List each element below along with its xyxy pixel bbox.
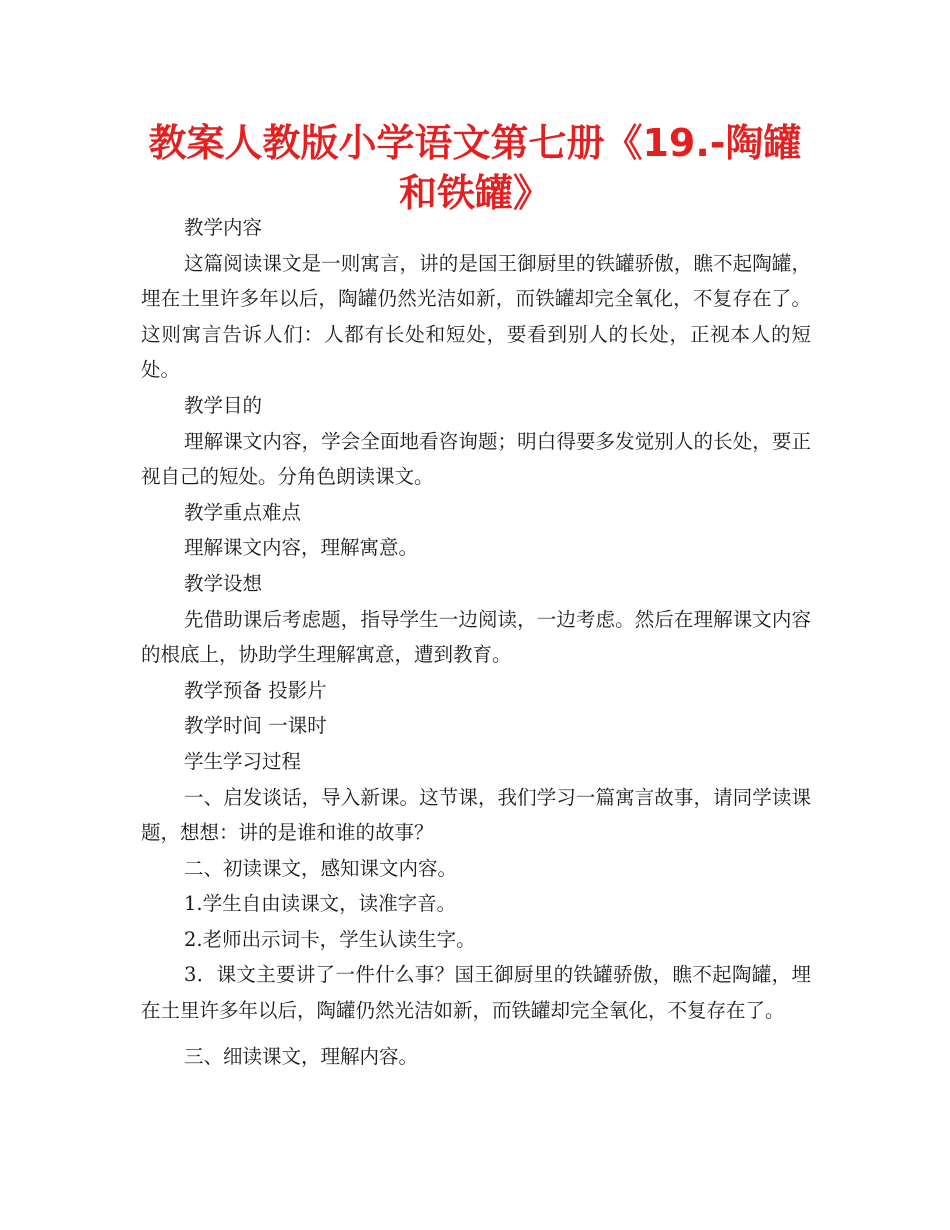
document-title: 教案人教版小学语文第七册《19.-陶罐和铁罐》 — [148, 121, 802, 215]
section-heading: 教学重点难点 — [184, 500, 302, 524]
section-heading: 教学内容 — [184, 216, 263, 239]
paragraph: 这篇阅读课文是一则寓言，讲的是国王御厨里的铁罐骄傲，瞧不起陶罐，埋在土里许多年以后，陶罐仍然光洁如新，而铁罐却完全氧化，不复存在了。这则寓言告诉人们：人都有长处和短处，要看到别人的长处，正视本人的短处。 — [141, 251, 811, 382]
paragraph: 先借助课后考虑题，指导学生一边阅读，一边考虑。然后在理解课文内容的根底上，协助学生理解寓意，遭到教育。 — [141, 607, 811, 667]
section-heading: 学生学习过程 — [184, 749, 302, 773]
list-item: 1.学生自由读课文，读准字音。 — [184, 892, 457, 916]
paragraph: 教学时间 一课时 — [184, 714, 327, 738]
document-body — [141, 210, 811, 1074]
list-item: 2.老师出示词卡，学生认读生字。 — [184, 927, 476, 951]
section-heading: 教学目的 — [184, 393, 263, 417]
paragraph: 理解课文内容，学会全面地看咨询题；明白得要多发觉别人的长处，要正视自己的短处。分角色朗读课文。 — [141, 429, 811, 489]
paragraph: 一、启发谈话，导入新课。这节课，我们学习一篇寓言故事，请同学读课题，想想：讲的是谁和谁的故事？ — [141, 785, 811, 845]
paragraph: 教学预备 投影片 — [184, 678, 327, 702]
paragraph: 二、初读课文，感知课文内容。 — [184, 856, 458, 880]
paragraph: 三、细读课文，理解内容。 — [184, 1044, 419, 1068]
section-heading: 教学设想 — [184, 571, 263, 595]
paragraph: 理解课文内容，理解寓意。 — [184, 536, 419, 560]
list-item: 3．课文主要讲了一件什么事？国王御厨里的铁罐骄傲，瞧不起陶罐，埋在土里许多年以后，陶罐仍然光洁如新，而铁罐却完全氧化，不复存在了。 — [141, 963, 811, 1023]
